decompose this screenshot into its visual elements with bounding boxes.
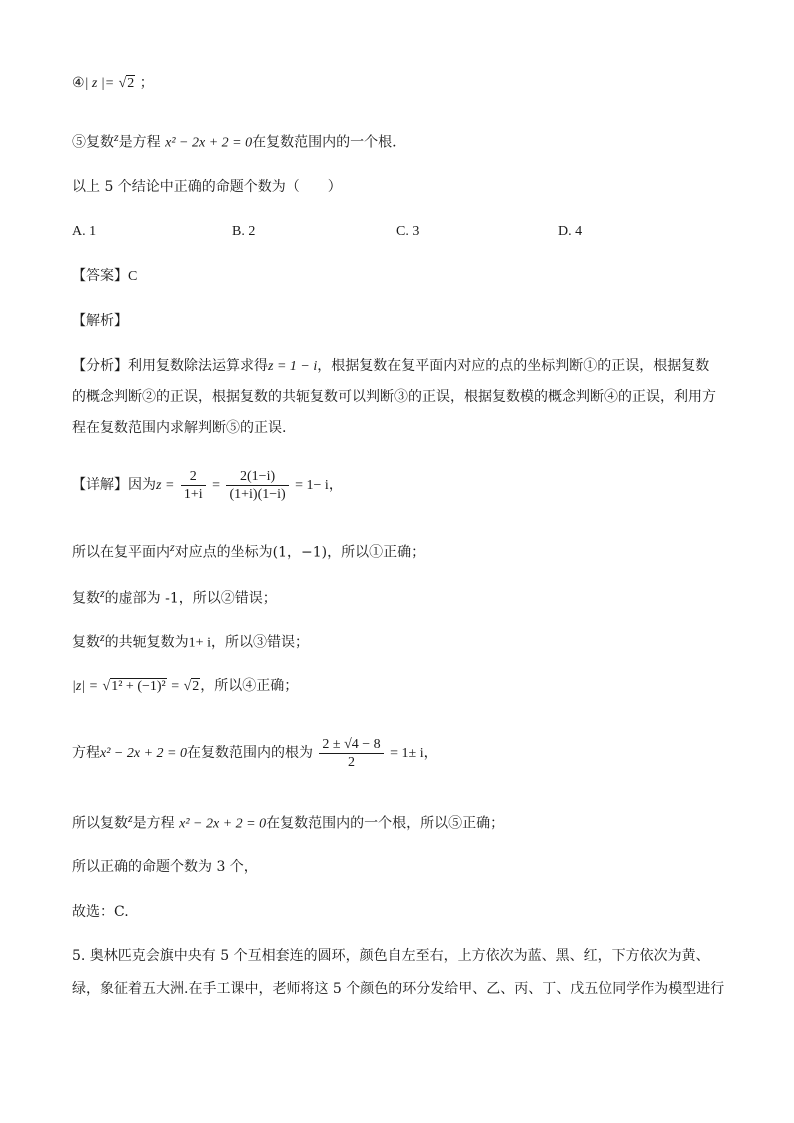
sqrt-symbol: √	[118, 76, 127, 91]
step-3-mid: 的共轭复数为	[104, 634, 189, 651]
statement-5-mid: 是方程	[118, 134, 161, 151]
statement-4-prefix: ④	[72, 75, 85, 91]
statement-5-prefix: ⑤复数	[72, 134, 114, 151]
step-3-var: z	[100, 630, 105, 644]
step-4-lhs: |z| =	[72, 679, 99, 694]
option-a: A. 1	[72, 224, 97, 239]
step-6-pre: 所以复数	[72, 815, 128, 832]
step-5-pre: 方程	[72, 745, 100, 761]
analysis-line-1	[72, 356, 709, 377]
step-2-post: 的虚部为 -1，所以②错误；	[104, 590, 277, 607]
step-3-post: ，所以③错误；	[210, 634, 309, 651]
step-6-var: z	[128, 811, 133, 825]
option-d: D. 4	[558, 224, 583, 239]
step-3-value: 1+ i	[188, 635, 211, 651]
analysis-line-1-eq: z = 1 − i	[268, 359, 318, 374]
statement-5	[72, 127, 397, 154]
option-c: C. 3	[396, 224, 420, 239]
answer-value: C	[128, 269, 138, 284]
step-5-result: = 1± i	[390, 746, 424, 761]
step-5-fraction-den: 2	[319, 753, 383, 771]
step-2	[72, 583, 277, 609]
step-3-pre: 复数	[72, 634, 100, 651]
step-6-eq: x² − 2x + 2 = 0	[179, 816, 267, 832]
step-4-eq: =	[171, 679, 180, 694]
statement-5-equation: x² − 2x + 2 = 0	[165, 135, 253, 151]
analysis-line-3: 程在复数范围内求解判断⑤的正误.	[72, 420, 287, 436]
statement-4	[72, 73, 154, 94]
step-4-post: ，所以④正确；	[200, 678, 299, 694]
step-1-post: 对应点的坐标为(1，−1)，所以①正确；	[174, 544, 426, 561]
step-3	[72, 627, 309, 654]
step-4	[72, 676, 298, 697]
step-5-mid: 在复数范围内的根为	[186, 745, 313, 761]
statement-5-var: z	[114, 130, 119, 144]
step-5-eq: x² − 2x + 2 = 0	[100, 746, 187, 761]
fraction-2	[226, 468, 288, 503]
step-1-var: z	[170, 540, 175, 554]
analysis-line-1-rest: ，根据复数在复平面内对应的点的坐标判断①的正误，根据复数	[317, 358, 710, 374]
detail-result: = 1− i	[295, 478, 329, 493]
detail-line	[72, 466, 343, 505]
detail-z: z =	[156, 478, 175, 493]
step-4-sqrt-symbol: √	[102, 679, 111, 694]
step-4-sqrt-symbol-2: √	[183, 679, 192, 694]
step-5-fraction	[319, 736, 383, 771]
statement-4-radicand: 2	[127, 76, 135, 91]
detail-label: 【详解】因为	[72, 477, 156, 493]
step-6	[72, 808, 504, 835]
detail-comma: ，	[328, 477, 343, 493]
fraction-1-den: 1+i	[181, 485, 206, 503]
next-question-line-1: 5. 奥林匹克会旗中央有 5 个互相套连的圆环，颜色自左至右，上方依次为蓝、黑、红，下方依次为黄、	[72, 948, 710, 964]
step-8: 故选：C.	[72, 904, 129, 920]
fraction-2-num: 2(1−i)	[240, 468, 276, 484]
question-stem: 以上 5 个结论中正确的命题个数为（ ）	[72, 179, 342, 195]
fraction-1	[181, 468, 206, 503]
step-5-post: ，	[423, 745, 438, 761]
step-4-radicand: 1² + (−1)²	[111, 679, 166, 694]
step-1	[72, 537, 425, 563]
step-1-pre: 所以在复平面内	[72, 544, 170, 561]
detail-eq-sign: =	[212, 478, 221, 493]
step-2-var: z	[100, 586, 105, 600]
step-4-radicand-2: 2	[192, 679, 200, 694]
statement-4-suffix: ；	[139, 75, 154, 91]
analysis-line-1-text: 【分析】利用复数除法运算求得	[72, 358, 268, 374]
step-5	[72, 734, 438, 773]
fraction-1-num: 2	[189, 468, 197, 484]
fraction-2-den: (1+i)(1−i)	[226, 485, 288, 503]
statement-4-lhs: | z |=	[84, 76, 115, 91]
step-2-pre: 复数	[72, 590, 100, 607]
answer-label: 【答案】	[72, 268, 128, 284]
analysis-line-2: 的概念判断②的正误，根据复数的共轭复数可以判断③的正误，根据复数模的概念判断④的正误，利用方	[72, 389, 716, 405]
step-7: 所以正确的命题个数为 3 个，	[72, 859, 258, 875]
option-b: B. 2	[232, 224, 256, 239]
step-5-fraction-num: 2 ± √4 − 8	[322, 736, 381, 752]
analysis-label: 【解析】	[72, 313, 128, 329]
step-6-mid: 是方程	[132, 815, 175, 832]
answer-line	[72, 266, 137, 287]
options-row	[72, 222, 722, 242]
statement-5-suffix: 在复数范围内的一个根.	[252, 134, 397, 151]
next-question-line-2: 绿，象征着五大洲.在手工课中，老师将这 5 个颜色的环分发给甲、乙、丙、丁、戊五位同学作为模型进行	[72, 981, 725, 997]
step-6-post: 在复数范围内的一个根，所以⑤正确；	[266, 815, 505, 832]
